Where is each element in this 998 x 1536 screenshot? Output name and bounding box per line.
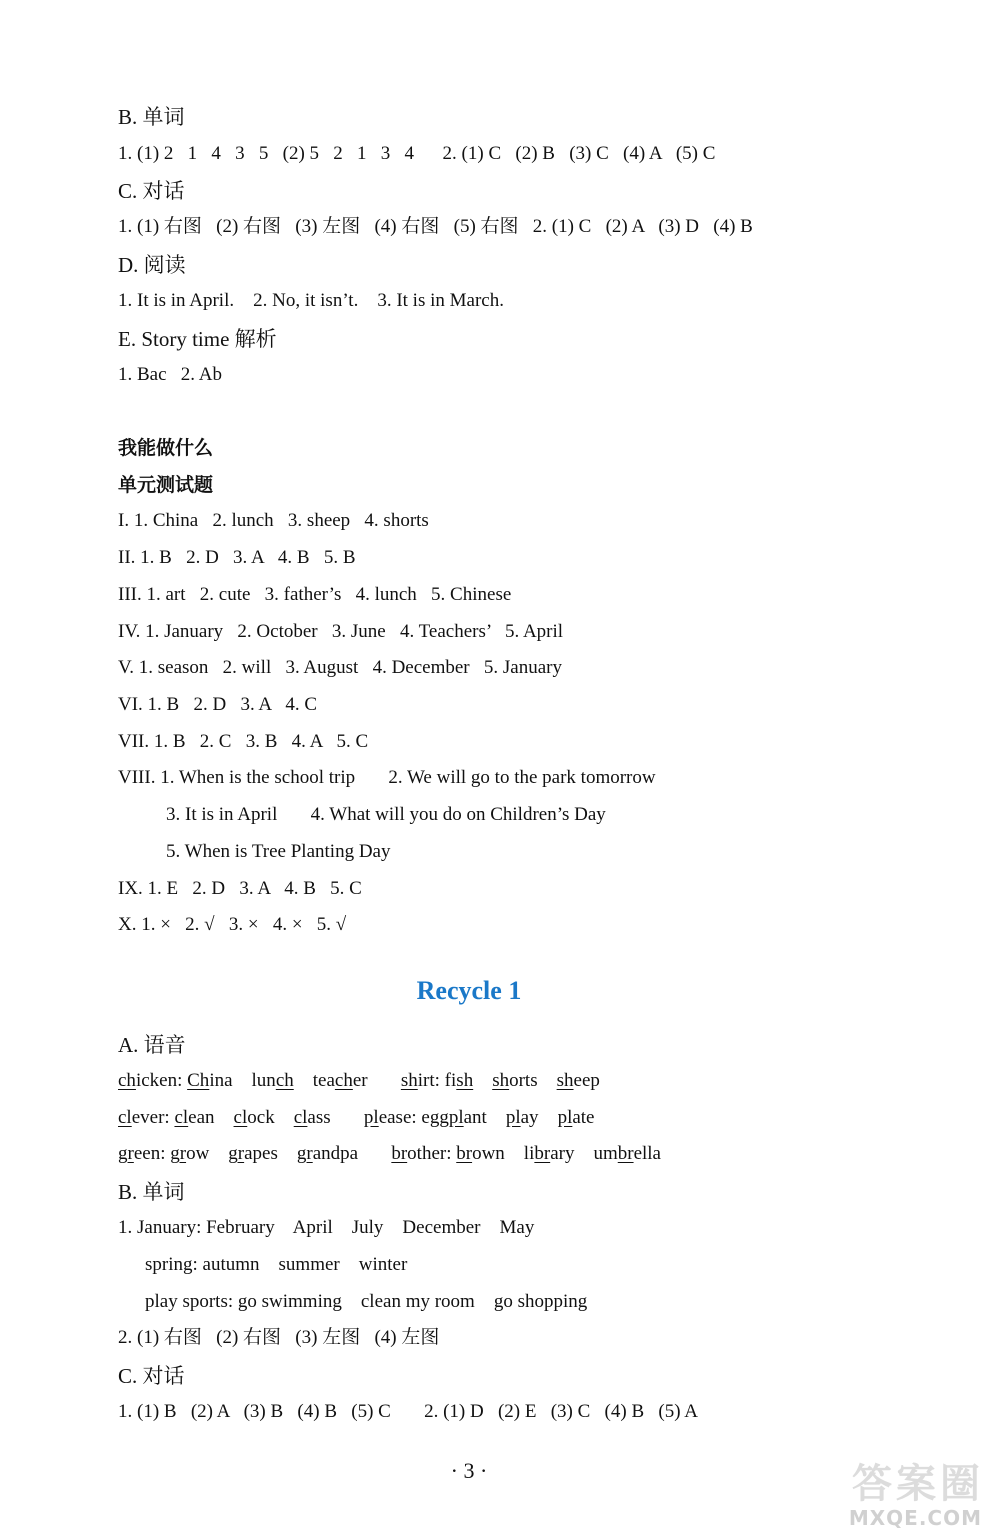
test-answer-7: VII. 1. B 2. C 3. B 4. A 5. C (118, 731, 369, 752)
phonics-segment: cl (174, 1107, 189, 1128)
section-b-answers: 1. (1) 2 1 4 3 5 (2) 5 2 1 3 4 2. (1) C (2) B (3) C (4) A (5) C (118, 143, 716, 164)
section-c-header: C. 对话 (118, 179, 185, 203)
recycle-dialog-1: 1. (1) B (2) A (3) B (4) B (5) C 2. (1) D (2) E (3) C (4) B (5) A (118, 1401, 698, 1422)
recycle-words-4: 2. (1) 右图 (2) 右图 (3) 左图 (4) 左图 (118, 1327, 440, 1348)
phonics-segment: ock (247, 1107, 294, 1128)
phonics-line-1 (118, 1069, 600, 1093)
test-answer-8-cont: 3. It is in April 4. What will you do on Children’s Day (166, 804, 606, 825)
phonics-segment: ary um (550, 1143, 618, 1164)
section-d-answers: 1. It is in April. 2. No, it isn’t. 3. It is in March. (118, 290, 504, 311)
phonics-segment: sh (556, 1070, 574, 1091)
phonics-segment: own li (472, 1143, 535, 1164)
phonics-segment: tea (293, 1070, 335, 1091)
phonics-segment: sh (492, 1070, 510, 1091)
phonics-line-2 (118, 1106, 595, 1130)
section-d-header: D. 阅读 (118, 253, 186, 277)
test-answer-8-cont2: 5. When is Tree Planting Day (166, 841, 391, 862)
phonics-segment: icken: (135, 1070, 188, 1091)
watermark-top: 答案圈 (852, 1461, 984, 1507)
test-answer-2: II. 1. B 2. D 3. A 4. B 5. B (118, 547, 356, 568)
phonics-line-3 (118, 1142, 661, 1166)
phonics-segment: ate (572, 1107, 595, 1128)
phonics-segment: cl (293, 1107, 308, 1128)
section-c-answers: 1. (1) 右图 (2) 右图 (3) 左图 (4) 右图 (5) 右图 2. (1) C (2) A (3) D (4) B (118, 216, 753, 237)
phonics-segment: gr (228, 1143, 245, 1164)
recycle-words-1: 1. January: February April July December May (118, 1217, 535, 1238)
phonics-segment: br (456, 1143, 473, 1164)
phonics-segment (473, 1070, 492, 1091)
test-answer-8: VIII. 1. When is the school trip 2. We will go to the park tomorrow (118, 767, 656, 788)
phonics-segment: br (617, 1143, 634, 1164)
phonics-segment: ass (307, 1107, 364, 1128)
phonics-segment: br (534, 1143, 551, 1164)
section-b-header: B. 单词 (118, 105, 185, 129)
recycle-words-2: spring: autumn summer winter (145, 1254, 408, 1275)
phonics-segment: ever: (131, 1107, 175, 1128)
phonics-segment: br (391, 1143, 408, 1164)
test-answer-1: I. 1. China 2. lunch 3. sheep 4. shorts (118, 510, 429, 531)
test-answer-3: III. 1. art 2. cute 3. father’s 4. lunch 5. Chinese (118, 584, 512, 605)
phonics-segment: other: (407, 1143, 457, 1164)
phonics-segment: pl (557, 1107, 573, 1128)
phonics-segment: pl (448, 1107, 464, 1128)
phonics-segment: ch (334, 1070, 353, 1091)
test-answer-5: V. 1. season 2. will 3. August 4. December 5. January (118, 657, 562, 678)
phonics-segment: gr (118, 1143, 134, 1164)
phonics-segment: gr (170, 1143, 187, 1164)
phonics-segment: gr (296, 1143, 313, 1164)
phonics-segment: ow (186, 1143, 229, 1164)
test-answer-10: X. 1. × 2. √ 3. × 4. × 5. √ (118, 914, 347, 935)
phonics-segment: pl (363, 1107, 379, 1128)
test-answer-4: IV. 1. January 2. October 3. June 4. Teachers’ 5. April (118, 621, 564, 642)
watermark-logo (808, 1452, 988, 1530)
phonics-segment: Ch (187, 1070, 210, 1091)
phonics-segment: ch (118, 1070, 136, 1091)
unit-test-header: 单元测试题 (118, 475, 214, 496)
watermark-bottom: MXQE.COM (848, 1506, 982, 1530)
recycle-section-b-header: B. 单词 (118, 1180, 185, 1204)
phonics-segment: er (352, 1070, 401, 1091)
phonics-segment: orts (509, 1070, 557, 1091)
phonics-segment: ch (275, 1070, 294, 1091)
phonics-segment: ant (463, 1107, 506, 1128)
phonics-segment: ella (633, 1143, 661, 1164)
test-answer-6: VI. 1. B 2. D 3. A 4. C (118, 694, 317, 715)
section-e-header: E. Story time 解析 (118, 327, 277, 351)
can-do-header: 我能做什么 (118, 438, 214, 459)
phonics-segment: ay (520, 1107, 558, 1128)
phonics-segment: andpa (312, 1143, 392, 1164)
phonics-segment: een: (133, 1143, 171, 1164)
recycle-section-a-header: A. 语音 (118, 1033, 186, 1057)
test-answer-9: IX. 1. E 2. D 3. A 4. B 5. C (118, 878, 362, 899)
recycle-words-3: play sports: go swimming clean my room go shopping (145, 1291, 588, 1312)
phonics-segment: cl (118, 1107, 132, 1128)
phonics-segment: cl (233, 1107, 248, 1128)
phonics-segment: ina lun (209, 1070, 276, 1091)
phonics-segment: ease: egg (378, 1107, 449, 1128)
phonics-segment: eep (573, 1070, 600, 1091)
recycle-section-c-header: C. 对话 (118, 1364, 185, 1388)
phonics-segment: pl (505, 1107, 521, 1128)
recycle-title: Recycle 1 (416, 976, 522, 1005)
phonics-segment: ean (188, 1107, 234, 1128)
page-number: · 3 · (450, 1458, 488, 1483)
phonics-segment: irt: fi (417, 1070, 457, 1091)
section-e-answers: 1. Bac 2. Ab (118, 364, 222, 385)
phonics-segment: apes (244, 1143, 297, 1164)
phonics-segment: sh (400, 1070, 418, 1091)
phonics-segment: sh (456, 1070, 474, 1091)
